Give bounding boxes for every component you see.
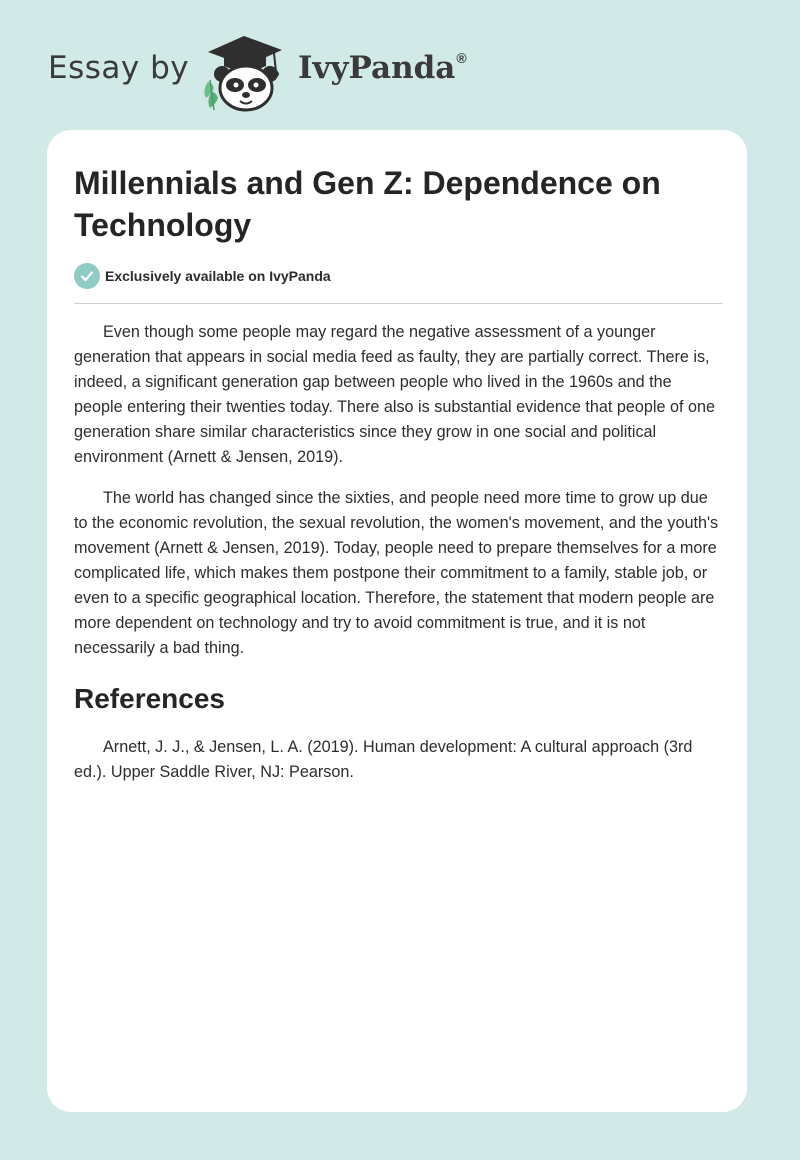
checkmark-icon [74, 263, 100, 289]
brand-header[interactable] [48, 32, 508, 112]
registered-mark: ® [456, 50, 467, 66]
exclusive-badge-text: Exclusively available on IvyPanda [105, 268, 331, 284]
panda-graduate-logo-icon [200, 32, 296, 112]
brand-name: IvyPanda® [298, 50, 467, 86]
divider [74, 303, 723, 304]
references-heading: References [74, 683, 225, 714]
essay-title: Millennials and Gen Z: Dependence on Technology [74, 165, 661, 243]
essay-paragraph: The world has changed since the sixties, and people need more time to grow up due to the economic revolution, the sexual revolution, the women's movement, and the youth's movement (Arnett & Jensen, 2019). Today, people need to prepare themselves for a more complicated life, which makes them postpone their commitment to a family, stable job, or even to a specific geographical location. Therefore, the statement that modern people are more dependent on technology and try to avoid commitment is true, and it is not necessarily a bad thing. [74, 489, 719, 657]
brand-prefix: Essay by [48, 50, 190, 86]
essay-paragraph: Even though some people may regard the negative assessment of a younger generation that appears in social media feed as faulty, they are partially correct. There is, indeed, a significant generation gap between people who lived in the 1960s and the people entering their twenties today. There also is substantial evidence that people of one generation share similar characteristics since they grow in one social and political environment (Arnett & Jensen, 2019). [74, 323, 716, 466]
essay-card [47, 130, 747, 1112]
reference-item: Arnett, J. J., & Jensen, L. A. (2019). Human development: A cultural approach (3rd ed.). Upper Saddle River, NJ: Pearson. [74, 738, 693, 781]
exclusive-badge [74, 262, 331, 290]
essay-body [74, 320, 724, 785]
